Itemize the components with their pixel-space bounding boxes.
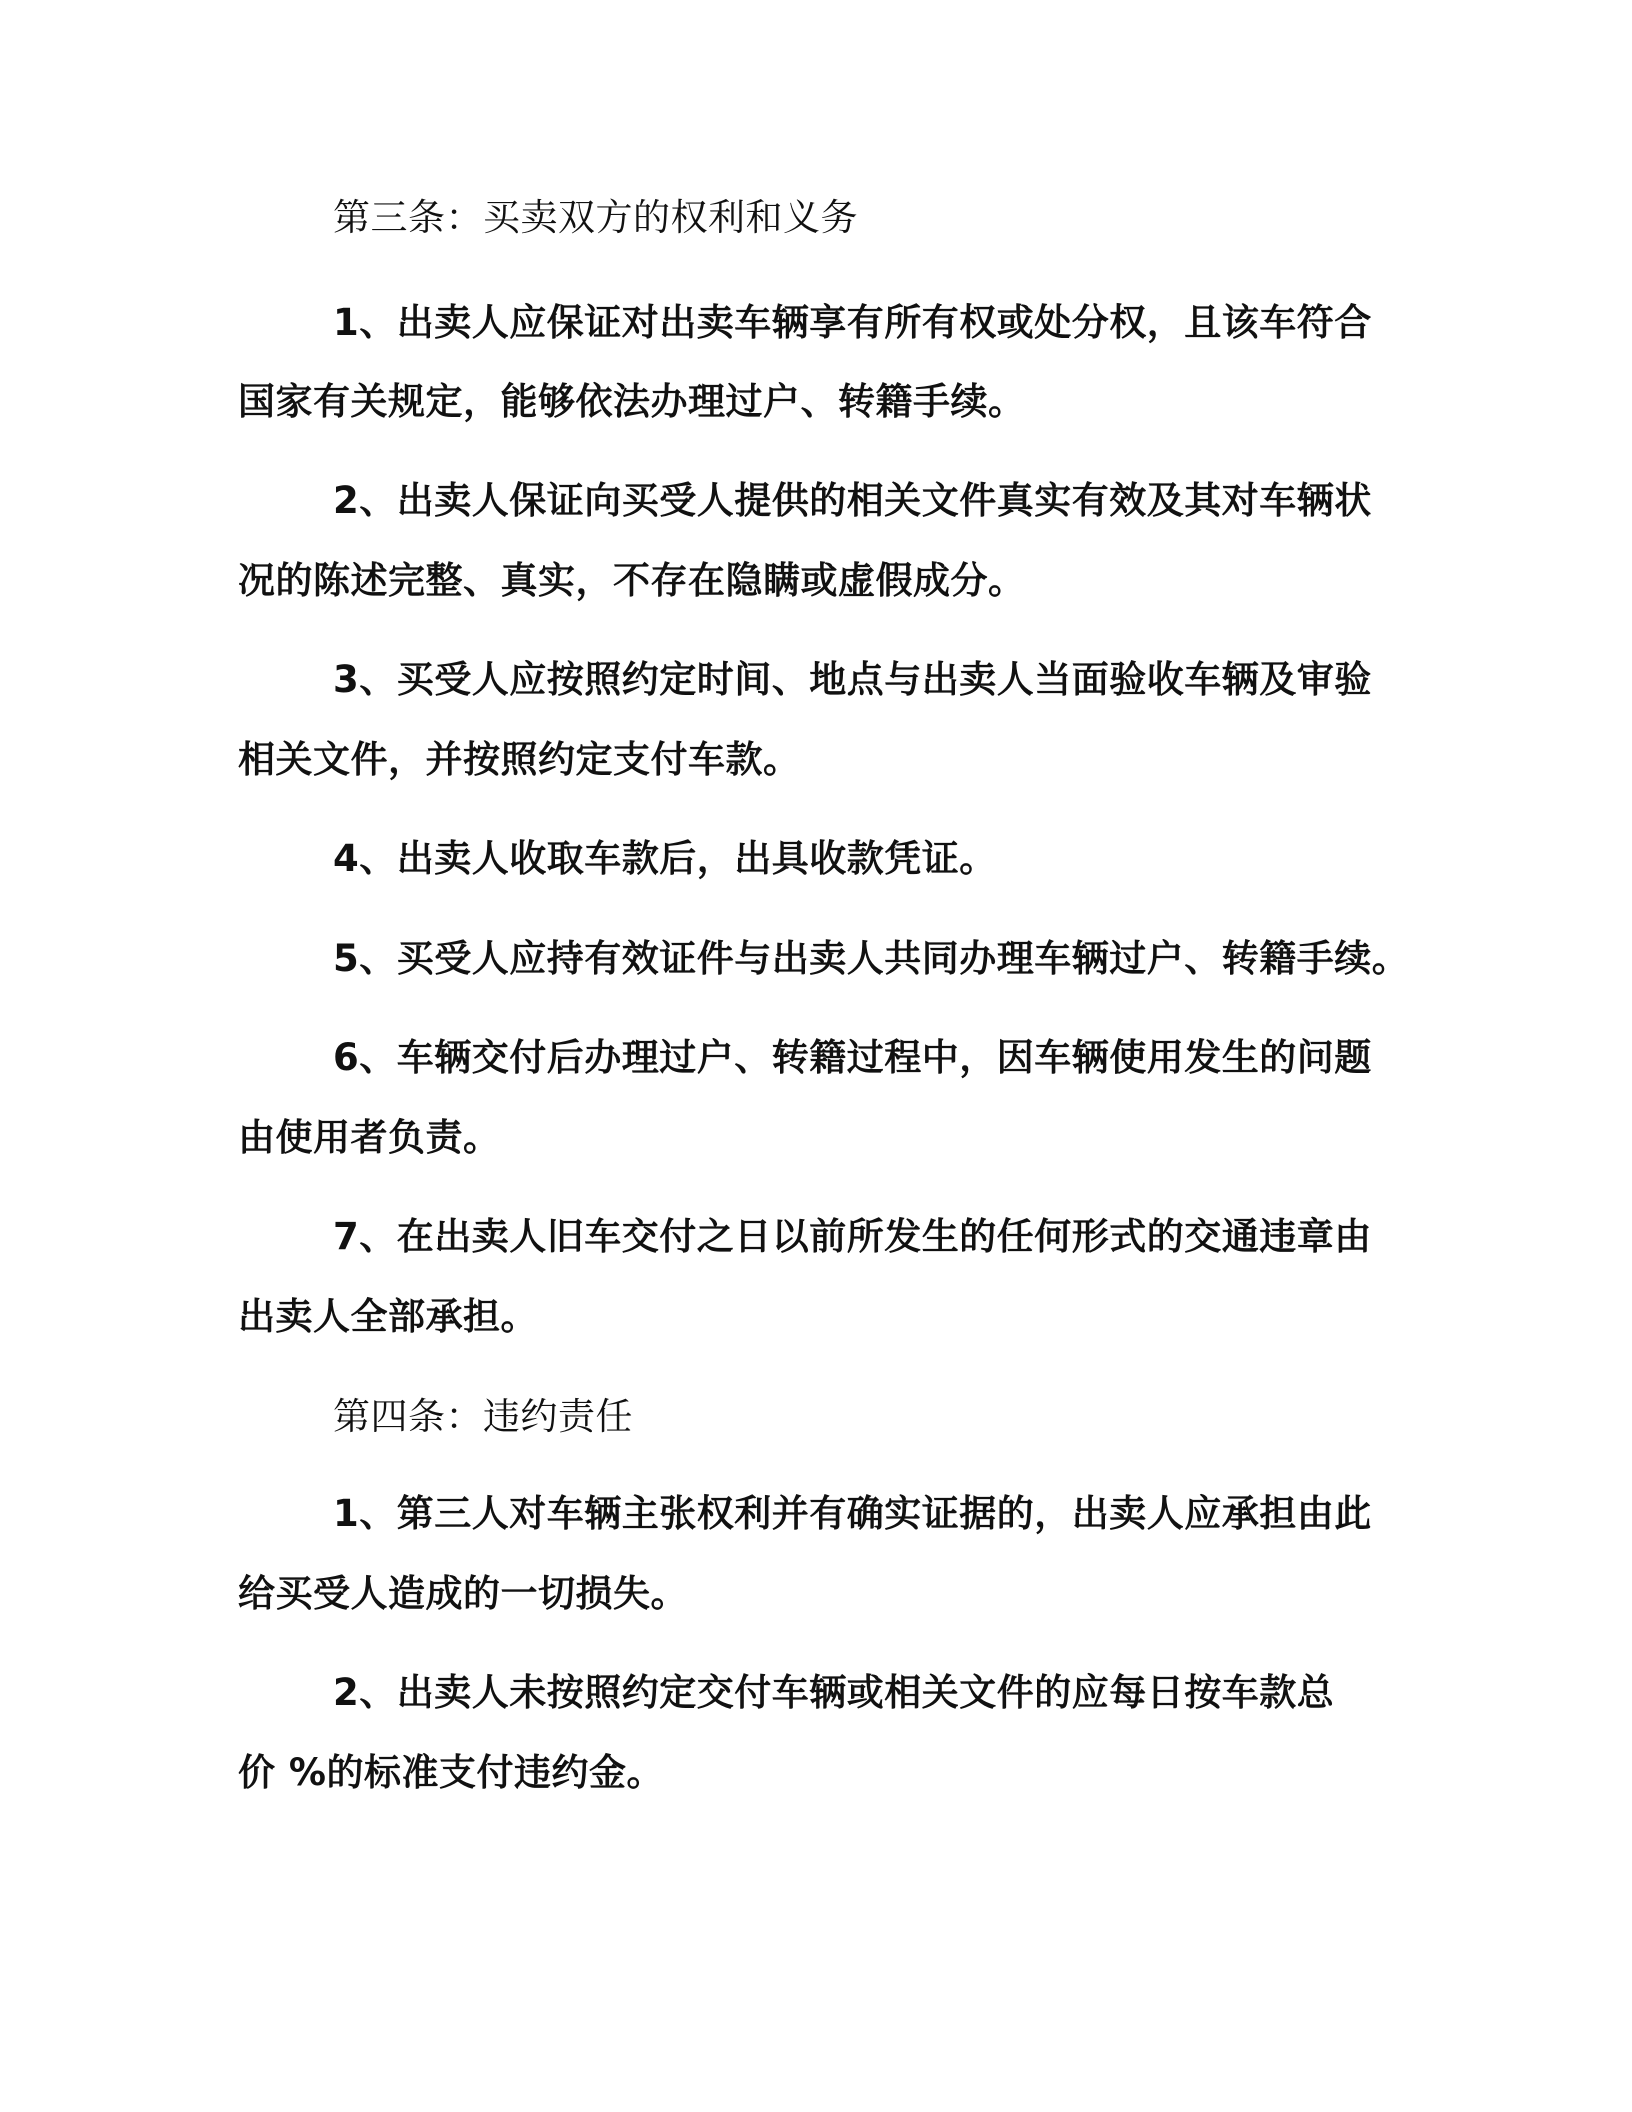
article-3-clause-1-line-2: 国家有关规定，能够依法办理过户、转籍手续。: [238, 380, 1026, 423]
article-3-clause-3-line-1: 3、买受人应按照约定时间、地点与出卖人当面验收车辆及审验: [333, 658, 1372, 701]
article-3-clause-4-line-1: 4、出卖人收取车款后，出具收款凭证。: [333, 837, 997, 880]
article-4-clause-1-line-1: 1、第三人对车辆主张权利并有确实证据的，出卖人应承担由此: [333, 1492, 1372, 1535]
article-4-heading: 第四条：违约责任: [333, 1395, 633, 1438]
article-4-clause-2-line-2: 价 %的标准支付违约金。: [238, 1751, 664, 1794]
article-3-clause-2-line-1: 2、出卖人保证向买受人提供的相关文件真实有效及其对车辆状: [333, 479, 1372, 522]
article-4-clause-1-line-2: 给买受人造成的一切损失。: [238, 1572, 688, 1615]
article-3-clause-1-line-1: 1、出卖人应保证对出卖车辆享有所有权或处分权，且该车符合: [333, 301, 1372, 344]
article-4-clause-2-line-1: 2、出卖人未按照约定交付车辆或相关文件的应每日按车款总: [333, 1671, 1335, 1714]
article-3-clause-7-line-2: 出卖人全部承担。: [238, 1295, 538, 1338]
article-3-clause-7-line-1: 7、在出卖人旧车交付之日以前所发生的任何形式的交通违章由: [333, 1215, 1372, 1258]
article-3-clause-3-line-2: 相关文件，并按照约定支付车款。: [238, 738, 801, 781]
article-3-clause-6-line-1: 6、车辆交付后办理过户、转籍过程中，因车辆使用发生的问题: [333, 1036, 1372, 1079]
article-3-clause-6-line-2: 由使用者负责。: [238, 1116, 501, 1159]
article-3-clause-2-line-2: 况的陈述完整、真实，不存在隐瞒或虚假成分。: [238, 559, 1026, 602]
article-3-clause-5-line-1: 5、买受人应持有效证件与出卖人共同办理车辆过户、转籍手续。: [333, 937, 1410, 980]
article-3-heading: 第三条：买卖双方的权利和义务: [333, 196, 858, 239]
